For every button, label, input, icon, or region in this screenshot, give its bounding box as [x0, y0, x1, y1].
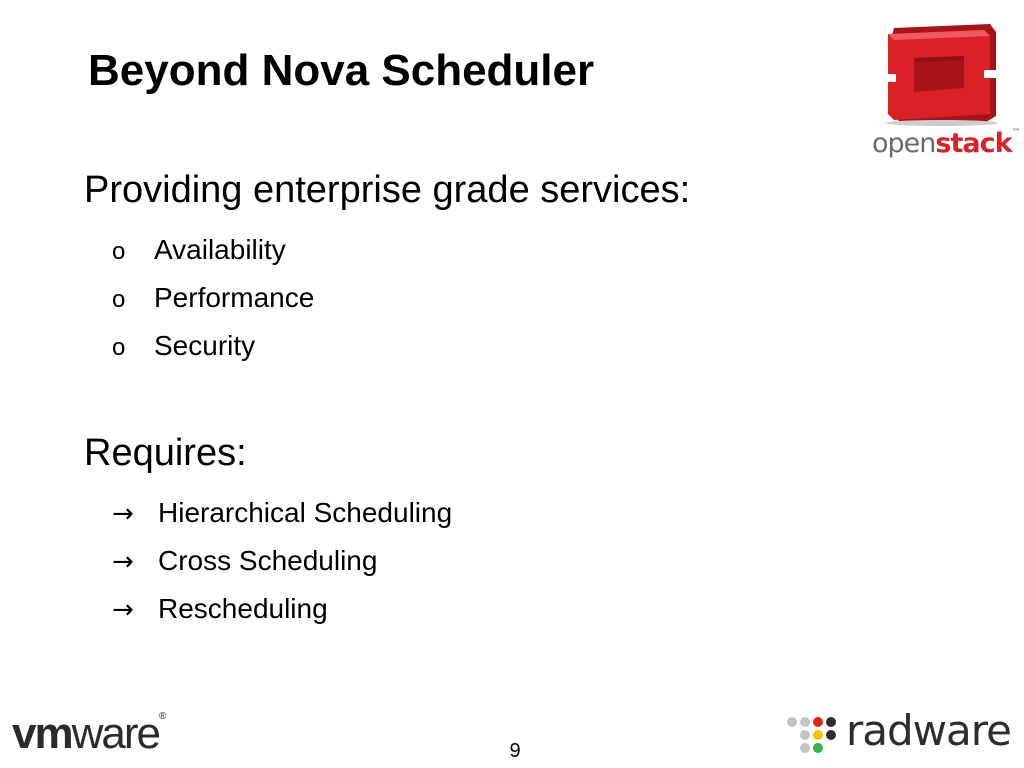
- circle-bullet-icon: o: [112, 286, 126, 313]
- section-heading-services: Providing enterprise grade services:: [84, 169, 691, 211]
- circle-bullet-icon: o: [112, 334, 126, 361]
- list-item: [112, 585, 452, 633]
- list-item-text: Rescheduling: [158, 593, 328, 624]
- services-list: [112, 226, 314, 370]
- radware-logo: [786, 706, 1020, 760]
- requirements-list: [112, 489, 452, 633]
- list-item-text: Cross Scheduling: [158, 545, 378, 576]
- right-arrow-icon: →: [112, 499, 134, 529]
- openstack-logo: [872, 22, 1020, 164]
- vmware-logo: vmware®: [12, 709, 167, 758]
- right-arrow-icon: →: [112, 547, 134, 577]
- radware-dots-icon: [786, 714, 846, 760]
- slide-number: 9: [509, 740, 521, 762]
- section-heading-requires: Requires:: [84, 432, 247, 474]
- list-item-text: Performance: [154, 282, 315, 313]
- list-item-text: Hierarchical Scheduling: [158, 497, 453, 528]
- list-item-text: Availability: [154, 234, 286, 265]
- openstack-wordmark: openstack™: [872, 128, 1020, 159]
- list-item: [112, 226, 314, 274]
- circle-bullet-icon: o: [112, 238, 126, 265]
- list-item: [112, 322, 314, 370]
- list-item-text: Security: [154, 330, 256, 361]
- list-item: [112, 274, 314, 322]
- radware-wordmark: radware: [846, 706, 1011, 755]
- list-item: [112, 489, 452, 537]
- list-item: [112, 537, 452, 585]
- slide-title: Beyond Nova Scheduler: [88, 46, 595, 95]
- right-arrow-icon: →: [112, 595, 134, 625]
- openstack-cube-icon: [872, 22, 1016, 126]
